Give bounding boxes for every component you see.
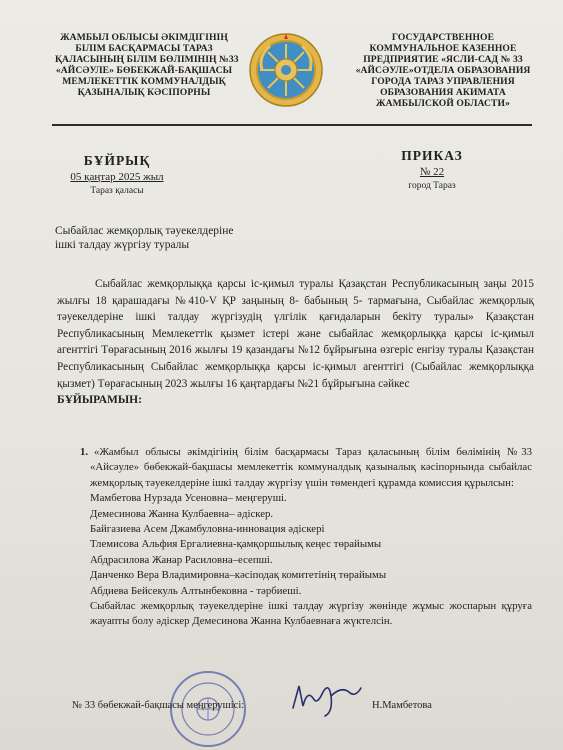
- order-number: [382, 166, 482, 178]
- item-closing: Сыбайлас жемқорлық тәуекелдеріне ішкі талдау жүргізу жөнінде жұмыс жоспарын құруға жауапты болу әдіскер Демесинова Жанна Кулбаевнаға жүктелсін.: [90, 600, 532, 628]
- subject-line: ішкі талдау жүргізу туралы: [55, 239, 190, 251]
- order-kazakh-city: Тараз қаласы: [90, 186, 144, 196]
- order-preamble: [57, 276, 534, 409]
- commission-member: Абдрасилова Жанар Расиловна–есепші.: [90, 553, 273, 566]
- header-kazakh-line: МЕМЛЕКЕТТІК КОММУНАЛДЫҚ: [62, 76, 226, 87]
- commission-member: Абдиева Бейсекуль Алтынбековна - тәрбиеші.: [90, 584, 302, 597]
- signature-position: № 33 бөбекжай-бақшасы меңгерушісі:: [72, 700, 245, 711]
- preamble-text: Сыбайлас жемқорлыққа қарсы іс-қимыл туралы Қазақстан Республикасының заңы 2015 жылғы 18 қарашадағы №410-V ҚР заңының 8- бабының 5- тармағына, Сыбайлас жемқорлық тәуекелдеріне ішкі талдау жүргізудің үлгілік қағидаларын бекіту туралы» Қазақстан Республикасының Мемлекеттік қызмет істері және сыбайлас жемқорлыққа қарсы іс-қимыл агенттігі Төрағасының 2016 жылғы 19 қазандағы №12 бұйрығына өзгеріс енгізу туралы Қазақстан Республикасының Сыбайлас жемқорлыққа қарсы іс-қимыл агенттігі (Сыбайлас жемқорлыққа қызмет) Төрағасының 2023 жылғы 16 қаңтардағы №21 бұйрығына сәйкес: [57, 278, 534, 390]
- header-russian-line: КОММУНАЛЬНОЕ КАЗЕННОЕ: [369, 43, 517, 54]
- commission-members-list: [90, 491, 532, 599]
- header-kazakh-line: ЖАМБЫЛ ОБЛЫСЫ ӘКІМДІГІНІҢ: [60, 32, 228, 43]
- order-russian-title: ПРИКАЗ: [401, 148, 463, 163]
- order-item-1: [80, 445, 532, 630]
- commission-member: Данченко Вера Владимировна–кәсіподақ комитетінің төрайымы: [90, 569, 387, 582]
- order-date: [52, 171, 182, 183]
- header-kazakh-line: «АЙСӘУЛЕ» БӨБЕКЖАЙ-БАҚШАСЫ: [55, 65, 233, 76]
- item-number: 1.: [80, 446, 89, 458]
- commission-member: Мамбетова Нурзада Усеновна– меңгеруші.: [90, 492, 287, 505]
- commission-member: Байгазиева Асем Джамбуловна-инновация әдіскері: [90, 523, 325, 536]
- order-subject: [55, 224, 234, 252]
- handwritten-signature-icon: [285, 678, 365, 718]
- order-command: БҰЙЫРАМЫН:: [57, 394, 142, 407]
- commission-member: Тлемисова Альфия Ергалиевна-қамқоршылық кеңес төрайымы: [90, 538, 382, 551]
- header-russian-line: ГОСУДАРСТВЕННОЕ: [391, 32, 495, 43]
- commission-member: Демесинова Жанна Кулбаевна– әдіскер.: [90, 507, 274, 520]
- order-russian-city: город Тараз: [408, 181, 456, 191]
- header-russian-line: ПРЕДПРИЯТИЕ «ЯСЛИ-САД № 33: [363, 54, 523, 65]
- header-russian-line: «АЙСӘУЛЕ»ОТДЕЛА ОБРАЗОВАНИЯ: [355, 65, 531, 76]
- header-russian-org: [345, 32, 541, 109]
- header-kazakh-line: БІЛІМ БАСҚАРМАСЫ ТАРАЗ: [75, 43, 213, 54]
- order-kazakh-title: БҰЙРЫҚ: [83, 153, 151, 168]
- header-kazakh-line: ҚАЗЫНАЛЫҚ КӘСІПОРНЫ: [77, 87, 211, 98]
- signature-name: Н.Мамбетова: [372, 700, 432, 711]
- header-russian-line: ГОРОДА ТАРАЗ УПРАВЛЕНИЯ: [371, 76, 515, 87]
- header-russian-line: ОБРАЗОВАНИЯ АКИМАТА: [380, 87, 506, 98]
- order-russian-block: [382, 148, 482, 191]
- order-date-text: 05 қаңтар 2025 жыл: [70, 171, 164, 183]
- header-kazakh-line: ҚАЛАСЫНЫҢ БІЛІМ БӨЛІМІНІҢ №33: [55, 54, 239, 65]
- header-divider: [52, 124, 532, 126]
- subject-line: Сыбайлас жемқорлық тәуекелдеріне: [55, 225, 234, 237]
- header-kazakh-org: [55, 32, 239, 98]
- order-number-text: № 22: [419, 166, 445, 178]
- order-kazakh-block: [52, 153, 182, 196]
- item-intro: «Жамбыл облысы әкімдігінің білім басқармасы Тараз қаласының білім бөлімінің №33 «Айсәуле» бөбекжай-бақшасы мемлекеттік коммуналдық қазыналық кәсіпорнында сыбайлас жемқорлық тәуекелдеріне ішкі талдау жүргізу үшін төмендегі құрамда комиссия құрылсын:: [90, 446, 532, 489]
- kazakhstan-state-emblem-icon: [248, 32, 324, 108]
- header-russian-line: ЖАМБЫЛСКОЙ ОБЛАСТИ»: [375, 98, 510, 109]
